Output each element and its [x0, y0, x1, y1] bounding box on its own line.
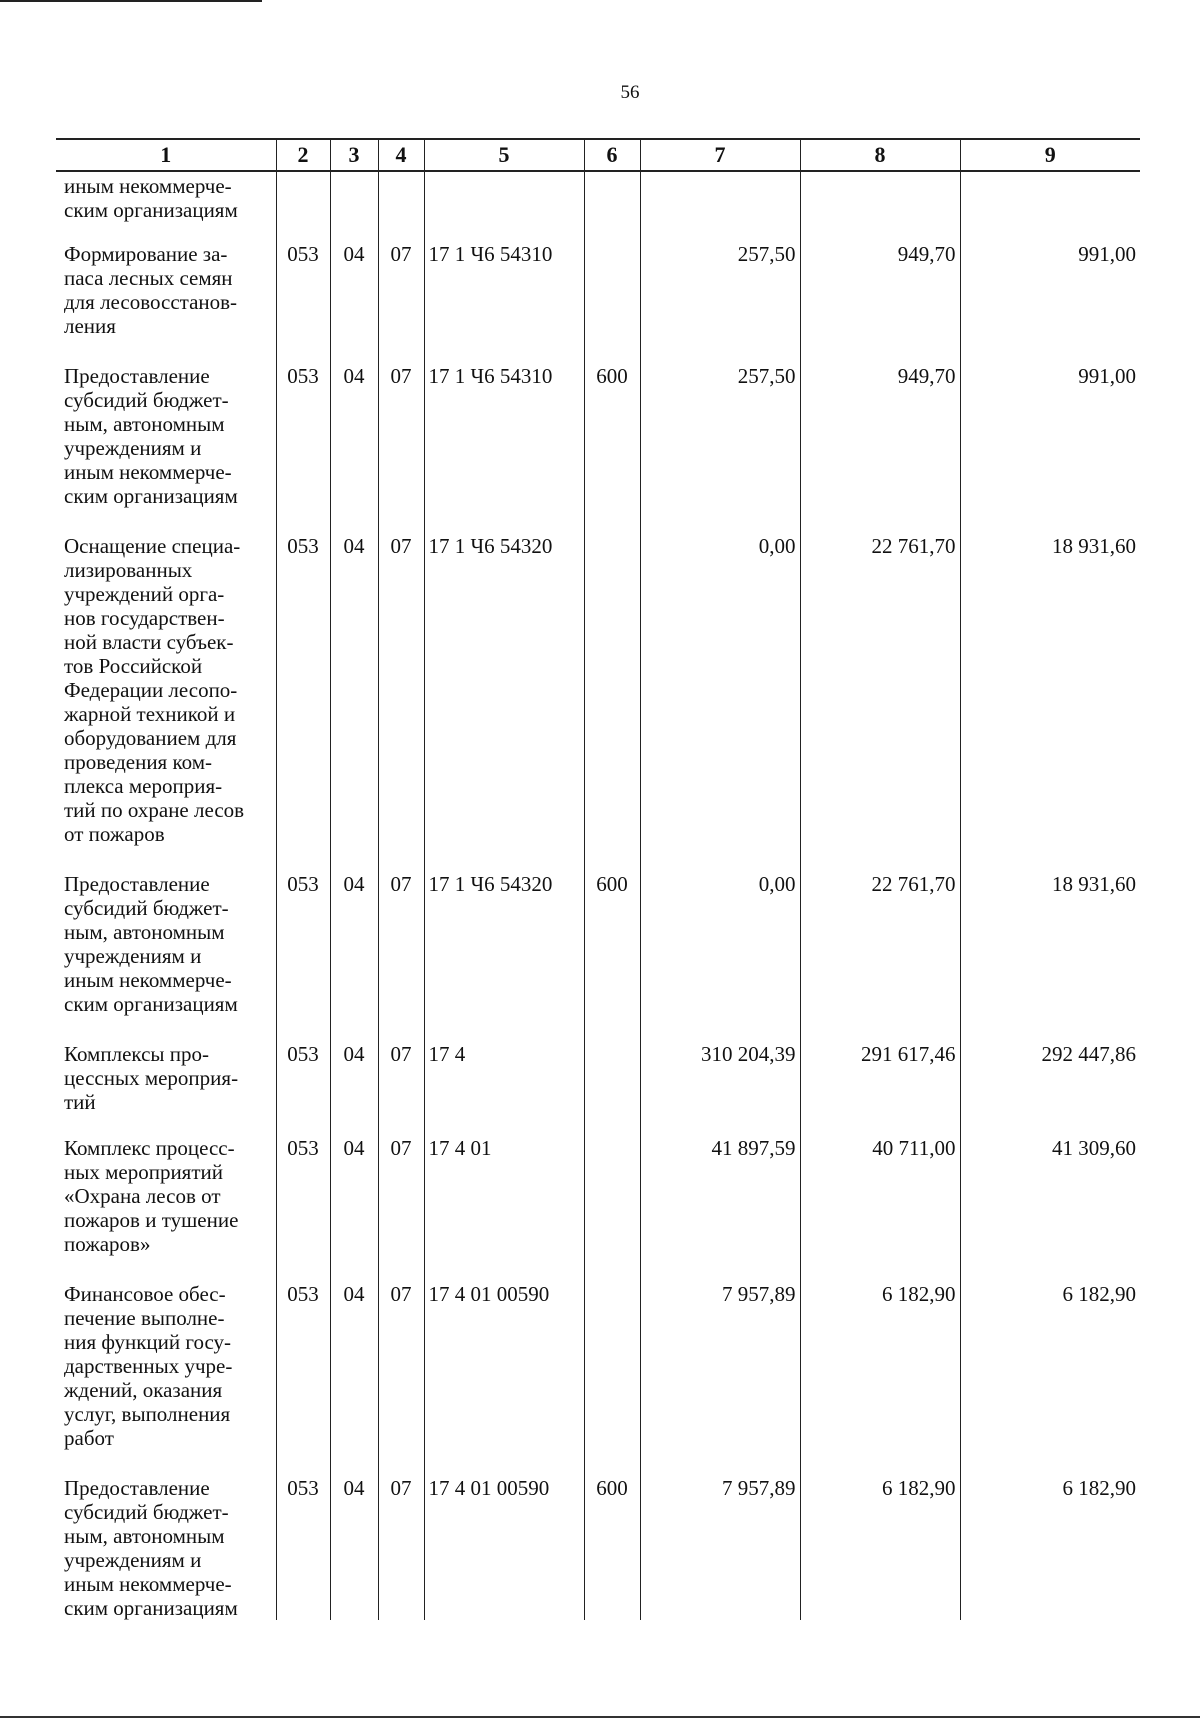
- amount-col7-cell: [640, 171, 800, 242]
- subsection-code-cell: 07: [378, 1136, 424, 1282]
- column-header: 5: [424, 139, 584, 171]
- row-name-cell: [56, 872, 276, 1042]
- row-name-line: ским организациям: [64, 1596, 238, 1620]
- column-header: 1: [56, 139, 276, 171]
- amount-col7-cell: 310 204,39: [640, 1042, 800, 1136]
- row-name-line: оборудованием для: [64, 726, 237, 750]
- row-name-line: Предоставление: [64, 364, 210, 388]
- subsection-code-cell: 07: [378, 1042, 424, 1136]
- row-name-line: Предоставление: [64, 872, 210, 896]
- row-name-line: услуг, выполнения: [64, 1402, 231, 1426]
- scan-edge-top: [0, 0, 262, 2]
- administrator-code-cell: [276, 171, 330, 242]
- row-name-line: ной власти субъек-: [64, 630, 234, 654]
- table-row: [56, 242, 1140, 364]
- section-code-cell: 04: [330, 364, 378, 534]
- target-article-cell: 17 4: [424, 1042, 584, 1136]
- target-article-cell: 17 1 Ч6 54310: [424, 242, 584, 364]
- amount-col9-cell: 41 309,60: [960, 1136, 1140, 1282]
- column-header: 6: [584, 139, 640, 171]
- administrator-code-cell: 053: [276, 1476, 330, 1620]
- row-name-line: ным, автономным: [64, 1524, 225, 1548]
- administrator-code-cell: 053: [276, 1042, 330, 1136]
- section-code-cell: 04: [330, 1476, 378, 1620]
- row-name-line: учреждениям и: [64, 436, 202, 460]
- row-name-line: для лесовосстанов-: [64, 290, 238, 314]
- expense-type-cell: [584, 1282, 640, 1476]
- amount-col7-cell: 257,50: [640, 242, 800, 364]
- expense-type-cell: 600: [584, 1476, 640, 1620]
- row-name-line: ных мероприятий: [64, 1160, 223, 1184]
- row-name-line: учреждений орга-: [64, 582, 225, 606]
- section-code-cell: 04: [330, 872, 378, 1042]
- row-name-cell: [56, 171, 276, 242]
- row-name-cell: [56, 1136, 276, 1282]
- expense-type-cell: [584, 242, 640, 364]
- expense-type-cell: [584, 534, 640, 872]
- row-name-line: нов государствен-: [64, 606, 225, 630]
- row-name-line: тий по охране лесов: [64, 798, 245, 822]
- row-name-line: цессных мероприя-: [64, 1066, 239, 1090]
- administrator-code-cell: 053: [276, 534, 330, 872]
- target-article-cell: 17 4 01: [424, 1136, 584, 1282]
- row-name-line: плекса мероприя-: [64, 774, 223, 798]
- table-row: [56, 872, 1140, 1042]
- amount-col9-cell: 6 182,90: [960, 1282, 1140, 1476]
- subsection-code-cell: 07: [378, 1282, 424, 1476]
- expense-type-cell: [584, 1136, 640, 1282]
- amount-col9-cell: [960, 171, 1140, 242]
- amount-col9-cell: 991,00: [960, 242, 1140, 364]
- section-code-cell: 04: [330, 1042, 378, 1136]
- column-header: 2: [276, 139, 330, 171]
- amount-col9-cell: 991,00: [960, 364, 1140, 534]
- section-code-cell: 04: [330, 242, 378, 364]
- amount-col8-cell: 22 761,70: [800, 872, 960, 1042]
- target-article-cell: 17 1 Ч6 54320: [424, 872, 584, 1042]
- section-code-cell: 04: [330, 534, 378, 872]
- amount-col7-cell: 0,00: [640, 534, 800, 872]
- row-name-cell: [56, 364, 276, 534]
- row-name-line: от пожаров: [64, 822, 165, 846]
- row-name-line: Финансовое обес-: [64, 1282, 226, 1306]
- row-name-line: ным, автономным: [64, 920, 225, 944]
- amount-col8-cell: 949,70: [800, 364, 960, 534]
- amount-col7-cell: 7 957,89: [640, 1282, 800, 1476]
- target-article-cell: 17 4 01 00590: [424, 1282, 584, 1476]
- row-name-line: учреждениям и: [64, 944, 202, 968]
- subsection-code-cell: [378, 171, 424, 242]
- row-name-cell: [56, 1042, 276, 1136]
- row-name-cell: [56, 1282, 276, 1476]
- row-name-line: субсидий бюджет-: [64, 388, 229, 412]
- table-row: [56, 364, 1140, 534]
- amount-col7-cell: 41 897,59: [640, 1136, 800, 1282]
- table-header-row: [56, 139, 1140, 171]
- row-name-line: ления: [64, 314, 116, 338]
- row-name-line: Комплекс процесс-: [64, 1136, 235, 1160]
- row-name-line: паса лесных семян: [64, 266, 233, 290]
- row-name-line: ным, автономным: [64, 412, 225, 436]
- subsection-code-cell: 07: [378, 364, 424, 534]
- row-name-line: ским организациям: [64, 198, 238, 222]
- amount-col7-cell: 7 957,89: [640, 1476, 800, 1620]
- row-name-line: работ: [64, 1426, 114, 1450]
- row-name-line: пожаров и тушение: [64, 1208, 239, 1232]
- amount-col9-cell: 6 182,90: [960, 1476, 1140, 1620]
- row-name-line: печение выполне-: [64, 1306, 225, 1330]
- administrator-code-cell: 053: [276, 364, 330, 534]
- expense-type-cell: 600: [584, 364, 640, 534]
- section-code-cell: [330, 171, 378, 242]
- column-header: 7: [640, 139, 800, 171]
- amount-col8-cell: 6 182,90: [800, 1476, 960, 1620]
- column-header: 9: [960, 139, 1140, 171]
- subsection-code-cell: 07: [378, 534, 424, 872]
- row-name-line: иным некоммерче-: [64, 460, 232, 484]
- row-name-line: субсидий бюджет-: [64, 1500, 229, 1524]
- section-code-cell: 04: [330, 1136, 378, 1282]
- budget-table: [56, 138, 1140, 1620]
- column-header: 4: [378, 139, 424, 171]
- table-row: [56, 1136, 1140, 1282]
- page-number: 56: [620, 82, 640, 103]
- subsection-code-cell: 07: [378, 1476, 424, 1620]
- column-header: 3: [330, 139, 378, 171]
- row-name-line: иным некоммерче-: [64, 1572, 232, 1596]
- administrator-code-cell: 053: [276, 242, 330, 364]
- administrator-code-cell: 053: [276, 872, 330, 1042]
- row-name-line: ния функций госу-: [64, 1330, 232, 1354]
- amount-col7-cell: 0,00: [640, 872, 800, 1042]
- row-name-cell: [56, 242, 276, 364]
- row-name-line: ским организациям: [64, 992, 238, 1016]
- section-code-cell: 04: [330, 1282, 378, 1476]
- table-row: [56, 1042, 1140, 1136]
- column-header: 8: [800, 139, 960, 171]
- row-name-line: Предоставление: [64, 1476, 210, 1500]
- row-name-line: иным некоммерче-: [64, 968, 232, 992]
- row-name-line: «Охрана лесов от: [64, 1184, 221, 1208]
- target-article-cell: 17 1 Ч6 54310: [424, 364, 584, 534]
- row-name-line: дарственных учре-: [64, 1354, 233, 1378]
- expense-type-cell: 600: [584, 872, 640, 1042]
- table-row: [56, 534, 1140, 872]
- target-article-cell: 17 1 Ч6 54320: [424, 534, 584, 872]
- scan-edge-bottom: [0, 1716, 1200, 1718]
- amount-col8-cell: [800, 171, 960, 242]
- table-row: [56, 171, 1140, 242]
- table-row: [56, 1476, 1140, 1620]
- subsection-code-cell: 07: [378, 872, 424, 1042]
- row-name-line: тов Российской: [64, 654, 203, 678]
- subsection-code-cell: 07: [378, 242, 424, 364]
- row-name-cell: [56, 1476, 276, 1620]
- target-article-cell: 17 4 01 00590: [424, 1476, 584, 1620]
- row-name-line: жарной техникой и: [64, 702, 236, 726]
- amount-col9-cell: 292 447,86: [960, 1042, 1140, 1136]
- row-name-line: лизированных: [64, 558, 193, 582]
- amount-col8-cell: 6 182,90: [800, 1282, 960, 1476]
- amount-col8-cell: 22 761,70: [800, 534, 960, 872]
- row-name-cell: [56, 534, 276, 872]
- table-row: [56, 1282, 1140, 1476]
- expense-type-cell: [584, 1042, 640, 1136]
- row-name-line: ским организациям: [64, 484, 238, 508]
- amount-col8-cell: 40 711,00: [800, 1136, 960, 1282]
- amount-col7-cell: 257,50: [640, 364, 800, 534]
- amount-col9-cell: 18 931,60: [960, 534, 1140, 872]
- row-name-line: Федерации лесопо-: [64, 678, 238, 702]
- row-name-line: проведения ком-: [64, 750, 212, 774]
- row-name-line: ждений, оказания: [64, 1378, 223, 1402]
- amount-col8-cell: 291 617,46: [800, 1042, 960, 1136]
- amount-col8-cell: 949,70: [800, 242, 960, 364]
- expense-type-cell: [584, 171, 640, 242]
- row-name-line: Формирование за-: [64, 242, 228, 266]
- administrator-code-cell: 053: [276, 1136, 330, 1282]
- row-name-line: субсидий бюджет-: [64, 896, 229, 920]
- row-name-line: Комплексы про-: [64, 1042, 209, 1066]
- row-name-line: тий: [64, 1090, 96, 1114]
- row-name-line: учреждениям и: [64, 1548, 202, 1572]
- row-name-line: иным некоммерче-: [64, 174, 232, 198]
- row-name-line: пожаров»: [64, 1232, 151, 1256]
- target-article-cell: [424, 171, 584, 242]
- row-name-line: Оснащение специа-: [64, 534, 241, 558]
- amount-col9-cell: 18 931,60: [960, 872, 1140, 1042]
- administrator-code-cell: 053: [276, 1282, 330, 1476]
